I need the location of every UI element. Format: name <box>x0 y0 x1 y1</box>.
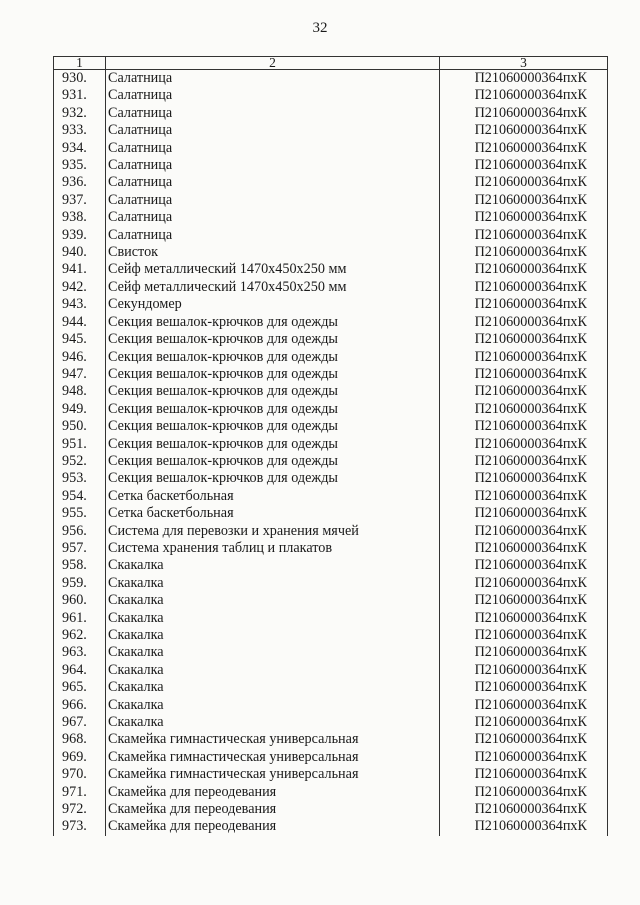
item-code: П21060000364пхК <box>440 679 608 696</box>
table-row <box>54 784 608 801</box>
item-name: Секция вешалок-крючков для одежды <box>106 453 440 470</box>
item-name: Скамейка гимнастическая универсальная <box>106 766 440 783</box>
row-number: 937. <box>54 192 106 209</box>
item-name: Скамейка для переодевания <box>106 818 440 835</box>
item-code: П21060000364пхК <box>440 418 608 435</box>
table-row <box>54 296 608 313</box>
table-row <box>54 662 608 679</box>
item-code: П21060000364пхК <box>440 436 608 453</box>
item-name: Скакалка <box>106 662 440 679</box>
row-number: 950. <box>54 418 106 435</box>
row-number: 973. <box>54 818 106 835</box>
row-number: 969. <box>54 749 106 766</box>
row-number: 970. <box>54 766 106 783</box>
table-row <box>54 366 608 383</box>
table-row <box>54 383 608 400</box>
item-name: Система хранения таблиц и плакатов <box>106 540 440 557</box>
item-code: П21060000364пхК <box>440 592 608 609</box>
item-code: П21060000364пхК <box>440 244 608 261</box>
table-row <box>54 314 608 331</box>
item-code: П21060000364пхК <box>440 697 608 714</box>
item-name: Салатница <box>106 192 440 209</box>
item-code: П21060000364пхК <box>440 714 608 731</box>
table-row <box>54 227 608 244</box>
table-row <box>54 174 608 191</box>
item-name: Салатница <box>106 140 440 157</box>
row-number: 941. <box>54 261 106 278</box>
row-number: 951. <box>54 436 106 453</box>
item-name: Салатница <box>106 174 440 191</box>
item-code: П21060000364пхК <box>440 157 608 174</box>
item-name: Салатница <box>106 227 440 244</box>
item-name: Сетка баскетбольная <box>106 488 440 505</box>
table-row <box>54 209 608 226</box>
item-code: П21060000364пхК <box>440 192 608 209</box>
row-number: 957. <box>54 540 106 557</box>
item-code: П21060000364пхК <box>440 610 608 627</box>
table-row <box>54 766 608 783</box>
table-row <box>54 244 608 261</box>
item-code: П21060000364пхК <box>440 557 608 574</box>
item-name: Скамейка для переодевания <box>106 784 440 801</box>
row-number: 958. <box>54 557 106 574</box>
row-number: 953. <box>54 470 106 487</box>
row-number: 939. <box>54 227 106 244</box>
item-code: П21060000364пхК <box>440 749 608 766</box>
item-name: Скакалка <box>106 592 440 609</box>
row-number: 955. <box>54 505 106 522</box>
item-name: Свисток <box>106 244 440 261</box>
item-code: П21060000364пхК <box>440 801 608 818</box>
table-row <box>54 70 608 88</box>
table-row <box>54 523 608 540</box>
item-name: Секция вешалок-крючков для одежды <box>106 418 440 435</box>
column-header-name: 2 <box>106 57 440 70</box>
row-number: 930. <box>54 70 106 88</box>
table-row <box>54 575 608 592</box>
row-number: 971. <box>54 784 106 801</box>
item-code: П21060000364пхК <box>440 401 608 418</box>
table-row <box>54 436 608 453</box>
column-header-number: 1 <box>54 57 106 70</box>
table-row <box>54 279 608 296</box>
table-body <box>54 70 608 836</box>
item-code: П21060000364пхК <box>440 227 608 244</box>
table-row <box>54 505 608 522</box>
item-code: П21060000364пхК <box>440 731 608 748</box>
row-number: 959. <box>54 575 106 592</box>
table-row <box>54 349 608 366</box>
item-name: Салатница <box>106 105 440 122</box>
item-code: П21060000364пхК <box>440 87 608 104</box>
item-code: П21060000364пхК <box>440 122 608 139</box>
row-number: 966. <box>54 697 106 714</box>
table-row <box>54 488 608 505</box>
row-number: 964. <box>54 662 106 679</box>
row-number: 943. <box>54 296 106 313</box>
item-name: Скамейка для переодевания <box>106 801 440 818</box>
item-code: П21060000364пхК <box>440 279 608 296</box>
item-name: Салатница <box>106 209 440 226</box>
table-row <box>54 401 608 418</box>
item-name: Секция вешалок-крючков для одежды <box>106 314 440 331</box>
row-number: 960. <box>54 592 106 609</box>
table-row <box>54 749 608 766</box>
item-code: П21060000364пхК <box>440 209 608 226</box>
item-code: П21060000364пхК <box>440 261 608 278</box>
item-code: П21060000364пхК <box>440 453 608 470</box>
row-number: 949. <box>54 401 106 418</box>
item-name: Сейф металлический 1470x450x250 мм <box>106 279 440 296</box>
item-name: Скамейка гимнастическая универсальная <box>106 731 440 748</box>
item-name: Система для перевозки и хранения мячей <box>106 523 440 540</box>
item-name: Скакалка <box>106 575 440 592</box>
item-name: Секция вешалок-крючков для одежды <box>106 331 440 348</box>
item-name: Секция вешалок-крючков для одежды <box>106 366 440 383</box>
item-code: П21060000364пхК <box>440 349 608 366</box>
row-number: 933. <box>54 122 106 139</box>
item-name: Скакалка <box>106 714 440 731</box>
table-row <box>54 418 608 435</box>
item-name: Салатница <box>106 157 440 174</box>
item-name: Скакалка <box>106 610 440 627</box>
row-number: 963. <box>54 644 106 661</box>
table-row <box>54 627 608 644</box>
item-code: П21060000364пхК <box>440 766 608 783</box>
item-code: П21060000364пхК <box>440 575 608 592</box>
item-code: П21060000364пхК <box>440 662 608 679</box>
header-row <box>54 57 608 70</box>
item-name: Салатница <box>106 122 440 139</box>
row-number: 945. <box>54 331 106 348</box>
item-name: Салатница <box>106 70 440 88</box>
item-code: П21060000364пхК <box>440 331 608 348</box>
item-name: Секция вешалок-крючков для одежды <box>106 470 440 487</box>
item-name: Секундомер <box>106 296 440 313</box>
item-code: П21060000364пхК <box>440 818 608 835</box>
table-row <box>54 331 608 348</box>
row-number: 968. <box>54 731 106 748</box>
item-code: П21060000364пхК <box>440 523 608 540</box>
table-row <box>54 557 608 574</box>
item-name: Скакалка <box>106 627 440 644</box>
row-number: 947. <box>54 366 106 383</box>
row-number: 931. <box>54 87 106 104</box>
table-row <box>54 105 608 122</box>
item-code: П21060000364пхК <box>440 540 608 557</box>
table-row <box>54 644 608 661</box>
item-name: Секция вешалок-крючков для одежды <box>106 383 440 400</box>
item-name: Секция вешалок-крючков для одежды <box>106 436 440 453</box>
table-row <box>54 801 608 818</box>
item-code: П21060000364пхК <box>440 366 608 383</box>
row-number: 965. <box>54 679 106 696</box>
table-header <box>54 57 608 70</box>
row-number: 954. <box>54 488 106 505</box>
row-number: 944. <box>54 314 106 331</box>
row-number: 972. <box>54 801 106 818</box>
item-code: П21060000364пхК <box>440 174 608 191</box>
table-row <box>54 453 608 470</box>
row-number: 935. <box>54 157 106 174</box>
row-number: 946. <box>54 349 106 366</box>
row-number: 932. <box>54 105 106 122</box>
row-number: 956. <box>54 523 106 540</box>
item-code: П21060000364пхК <box>440 505 608 522</box>
table-row <box>54 122 608 139</box>
table-row <box>54 610 608 627</box>
table-row <box>54 679 608 696</box>
item-code: П21060000364пхК <box>440 784 608 801</box>
table-row <box>54 731 608 748</box>
row-number: 961. <box>54 610 106 627</box>
row-number: 940. <box>54 244 106 261</box>
item-code: П21060000364пхК <box>440 470 608 487</box>
table-row <box>54 87 608 104</box>
item-code: П21060000364пхК <box>440 644 608 661</box>
row-number: 938. <box>54 209 106 226</box>
item-code: П21060000364пхК <box>440 627 608 644</box>
column-header-code: 3 <box>440 57 608 70</box>
row-number: 952. <box>54 453 106 470</box>
row-number: 962. <box>54 627 106 644</box>
row-number: 936. <box>54 174 106 191</box>
item-name: Скакалка <box>106 679 440 696</box>
item-name: Скакалка <box>106 644 440 661</box>
table-row <box>54 261 608 278</box>
item-name: Скамейка гимнастическая универсальная <box>106 749 440 766</box>
row-number: 948. <box>54 383 106 400</box>
item-name: Секция вешалок-крючков для одежды <box>106 349 440 366</box>
table-row <box>54 714 608 731</box>
item-code: П21060000364пхК <box>440 296 608 313</box>
item-name: Скакалка <box>106 557 440 574</box>
item-name: Салатница <box>106 87 440 104</box>
item-name: Скакалка <box>106 697 440 714</box>
item-code: П21060000364пхК <box>440 383 608 400</box>
item-code: П21060000364пхК <box>440 70 608 88</box>
item-code: П21060000364пхК <box>440 314 608 331</box>
item-name: Сетка баскетбольная <box>106 505 440 522</box>
row-number: 934. <box>54 140 106 157</box>
page-number: 32 <box>312 20 328 36</box>
item-name: Секция вешалок-крючков для одежды <box>106 401 440 418</box>
row-number: 967. <box>54 714 106 731</box>
item-code: П21060000364пхК <box>440 488 608 505</box>
table-row <box>54 192 608 209</box>
table-row <box>54 140 608 157</box>
item-name: Сейф металлический 1470x450x250 мм <box>106 261 440 278</box>
item-code: П21060000364пхК <box>440 140 608 157</box>
row-number: 942. <box>54 279 106 296</box>
table-row <box>54 697 608 714</box>
table-row <box>54 157 608 174</box>
table-row <box>54 592 608 609</box>
table-row <box>54 470 608 487</box>
item-code: П21060000364пхК <box>440 105 608 122</box>
table-row <box>54 818 608 835</box>
table-row <box>54 540 608 557</box>
inventory-table <box>53 56 608 836</box>
